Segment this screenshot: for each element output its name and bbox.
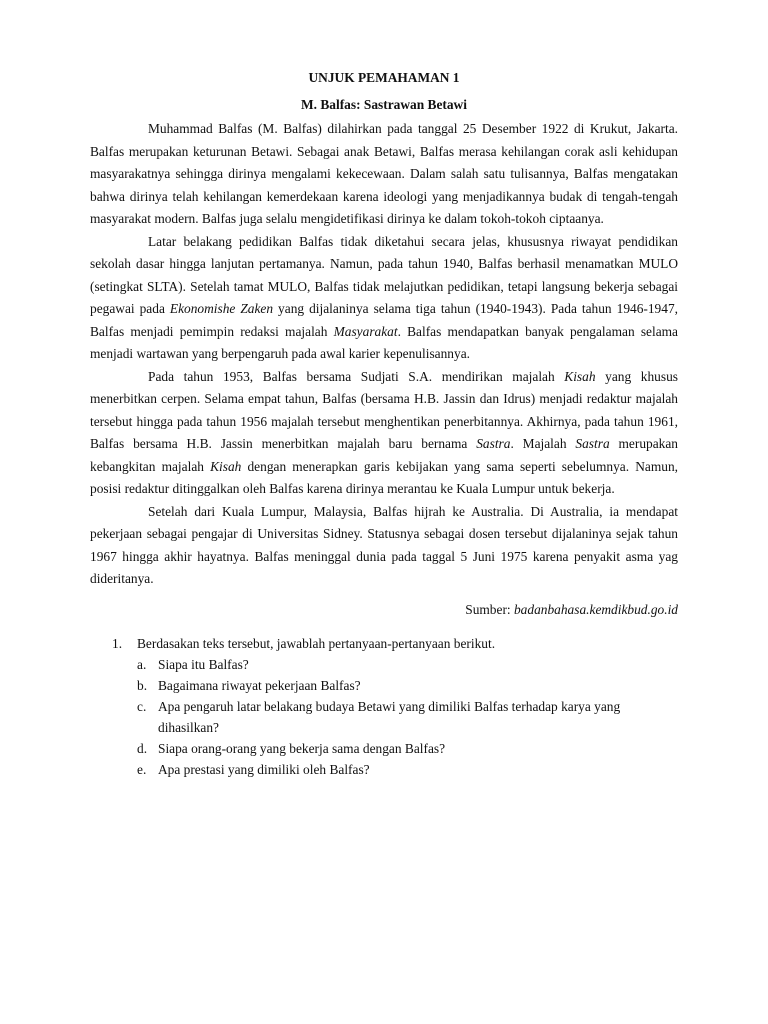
paragraph-1 xyxy=(90,118,678,231)
paragraph-3-text-d: merupakan kebangkitan majalah xyxy=(90,436,678,474)
question-number: 1. xyxy=(112,636,123,651)
paragraph-1-text: Muhammad Balfas (M. Balfas) dilahirkan pada tanggal 25 Desember 1922 di Krukut, Jakarta. Balfas merupakan keturunan Betawi. Sebagai anak Betawi, Balfas merasa kehilangan corak asli kehidupan masyarakatnya sehingga dirinya mengalami kekecewaan. Dalam salah satu tulisannya, Balfas mengatakan bahwa dirinya telah kehilangan kemerdekaan karena ideologi yang menjadikannya budak di tengah-tengah masyarakat modern. Balfas juga selalu mengidetifikasi dirinya ke dalam tokoh-tokoh ciptaanya. xyxy=(90,121,678,226)
sub-question-text: Siapa orang-orang yang bekerja sama dengan Balfas? xyxy=(158,741,446,756)
paragraph-2-italic-1: Ekonomishe Zaken xyxy=(169,301,274,316)
paragraph-3-text-a: Pada tahun 1953, Balfas bersama Sudjati S.A. mendirikan majalah xyxy=(148,368,565,384)
sub-question-d xyxy=(137,738,678,759)
paragraph-3 xyxy=(90,366,678,501)
sub-question-text: Bagaimana riwayat pekerjaan Balfas? xyxy=(158,678,361,693)
paragraph-4-text: Setelah dari Kuala Lumpur, Malaysia, Balfas hijrah ke Australia. Di Australia, ia mendapat pekerjaan sebagai pengajar di Universitas Sidney. Statusnya sebagai dosen tersebut dijalaninya sejak tahun 1967 hingga akhir hayatnya. Balfas meninggal dunia pada taggal 5 Juni 1975 karena penyakit asma yag dideritanya. xyxy=(90,503,678,586)
page-title: UNJUK PEMAHAMAN 1 xyxy=(308,70,460,85)
paragraph-2-text-c: . Balfas mendapatkan banyak pengalaman selama menjadi wartawan yang berpengaruh pada awal karier kepenulisannya. xyxy=(90,323,678,361)
sub-question-b xyxy=(137,675,678,696)
sub-question-text: Siapa itu Balfas? xyxy=(158,657,249,672)
paragraph-3-text-c: . Majalah xyxy=(510,436,576,451)
article-title: M. Balfas: Sastrawan Betawi xyxy=(301,97,467,112)
sub-question-list xyxy=(137,654,678,780)
paragraph-3-text-b: yang khusus menerbitkan cerpen. Selama empat tahun, Balfas (bersama H.B. Jassin dan Idrus) menjadi redaktur majalah tersebut hingga pada tahun 1956 majalah tersebut menghentikan penerbitannya. Akhirnya, pada tahun 1961, Balfas bersama H.B. Jassin menerbitkan majalah baru bernama xyxy=(90,368,678,451)
sub-question-letter: b. xyxy=(137,678,148,693)
paragraph-3-italic-4: Kisah xyxy=(210,458,242,474)
sub-question-letter: a. xyxy=(137,657,147,672)
sub-question-text: Apa prestasi yang dimiliki oleh Balfas? xyxy=(158,762,370,777)
paragraph-3-italic-3: Sastra xyxy=(575,436,610,451)
source-citation xyxy=(90,599,678,622)
paragraph-2-italic-2: Masyarakat xyxy=(333,323,398,339)
paragraph-2 xyxy=(90,231,678,366)
sub-question-text: Apa pengaruh latar belakang budaya Betawi yang dimiliki Balfas terhadap karya yang dihasilkan? xyxy=(158,699,621,735)
paragraph-2-text-a: Latar belakang pedidikan Balfas tidak diketahui secara jelas, khususnya riwayat pendidikan sekolah dasar hingga lanjutan pertamanya. Namun, pada tahun 1940, Balfas berhasil menamatkan MULO (setingkat SLTA). Setelah tamat MULO, Balfas tidak melajutkan pedidikan, tetapi langsung bekerja sebagai pegawai pada xyxy=(90,233,678,316)
sub-question-letter: d. xyxy=(137,741,148,756)
paragraph-4 xyxy=(90,501,678,591)
sub-question-a xyxy=(137,654,678,675)
sub-question-letter: e. xyxy=(137,762,147,777)
question-section xyxy=(90,633,678,780)
paragraph-2-text-b: yang dijalaninya selama tiga tahun (1940-1943). Pada tahun 1946-1947, Balfas menjadi pemimpin redaksi majalah xyxy=(90,301,678,339)
sub-question-e xyxy=(137,759,678,780)
sub-question-letter: c. xyxy=(137,699,147,714)
source-link-text: badanbahasa.kemdikbud.go.id xyxy=(513,601,678,617)
source-label: Sumber: xyxy=(465,601,514,617)
paragraph-3-italic-2: Sastra xyxy=(476,436,511,451)
paragraph-3-italic-1: Kisah xyxy=(564,368,596,384)
sub-question-c xyxy=(137,696,678,738)
document-page xyxy=(90,66,678,780)
question-item xyxy=(112,633,678,654)
question-prompt: Berdasakan teks tersebut, jawablah pertanyaan-pertanyaan berikut. xyxy=(137,636,496,651)
paragraph-3-text-e: dengan menerapkan garis kebijakan yang sama seperti sebelumnya. Namun, posisi redaktur ditinggalkan oleh Balfas karena dirinya merantau ke Kuala Lumpur untuk bekerja. xyxy=(90,458,678,496)
